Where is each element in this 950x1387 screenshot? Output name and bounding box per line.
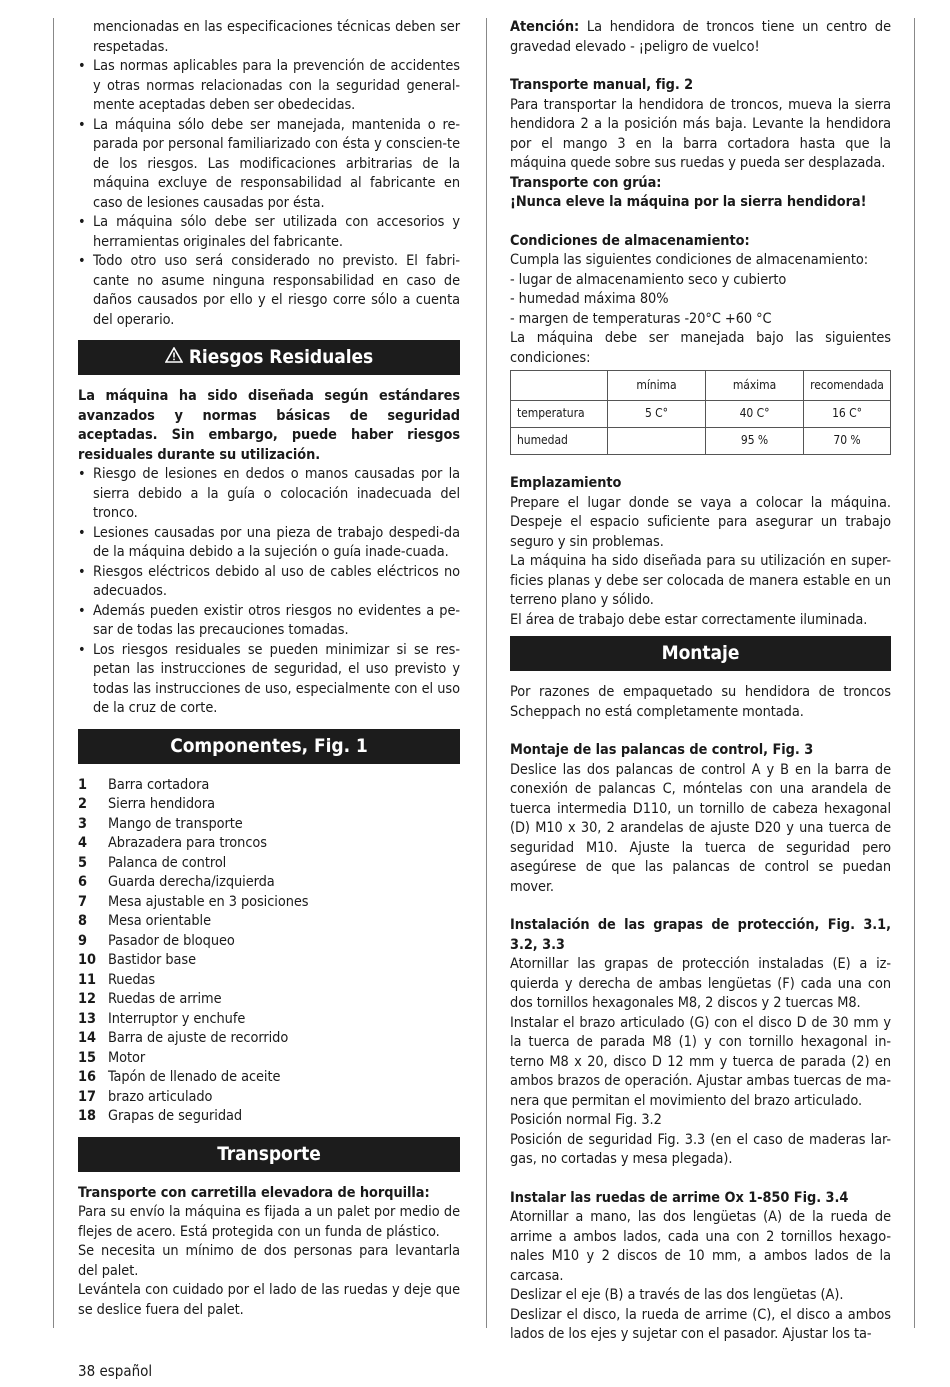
placement-text: El área de trabajo debe estar correctamente iluminada. — [510, 611, 868, 628]
component-row — [78, 776, 309, 796]
residual-item: • Además pueden existir otros riesgos no evidentes a pe-sar de todas las precauciones tomadas. — [78, 602, 460, 641]
component-label: Ruedas de arrime — [108, 991, 222, 1007]
component-row — [78, 834, 309, 854]
component-number: 9 — [78, 932, 87, 949]
component-label: Interruptor y enchufe — [108, 1010, 246, 1027]
component-number: 15 — [78, 1049, 96, 1066]
component-row — [78, 1068, 309, 1088]
levers-text: Deslice las dos palancas de control A y B en la barra de conexión de palancas C, móntelas con una arandela de tuerca intermedia D110, un tornillo de cabeza hexagonal (D) M10 x 30, 2 arandelas de ajuste D20 y una tuerca de seguridad M10. Ajuste la tuerca de seguridad pero asegúrese de que las palancas de control se puedan mover. — [510, 761, 891, 895]
intro-continuation — [78, 18, 460, 57]
wheels-text: Deslizar el disco, la rueda de arrime (C), el disco a ambos lados de los ejes y sujetar con el pasador. Ajustar los ta- — [510, 1306, 891, 1342]
component-row — [78, 854, 309, 874]
table-header: mínima — [608, 371, 706, 401]
storage-item: - lugar de almacenamiento seco y cubierto — [510, 271, 787, 288]
component-row — [78, 971, 309, 991]
component-label: Motor — [108, 1049, 146, 1066]
warning-icon — [165, 340, 183, 375]
column-rule-left — [53, 18, 54, 1328]
component-row — [78, 951, 309, 971]
component-number: 13 — [78, 1010, 96, 1027]
transport-heading: Transporte — [78, 1137, 460, 1172]
safety-item: • Todo otro uso será considerado no previsto. El fabri-cante no asume ninguna responsabilidad en caso de daños causados por ello y el riesgo corre sólo a cuenta del operario. — [78, 252, 460, 330]
residual-item: • Lesiones causadas por una pieza de trabajo despedi-da de la máquina debido a la sujeción o guía inade-cuada. — [78, 524, 460, 563]
component-row — [78, 795, 309, 815]
safety-item: • La máquina sólo debe ser manejada, mantenida o re-parada por personal familiarizado con ésta y conscien-te de los riesgos. Las modificaciones arbitrarias de la máquina excluye de responsabilidad al fabricante en caso de lesiones causadas por ésta. — [78, 116, 460, 214]
component-number: 1 — [78, 776, 87, 793]
safety-item: • Las normas aplicables para la prevención de accidentes y otras normas relacionadas con la seguridad general-mente aceptadas deben ser obedecidas. — [78, 57, 460, 116]
safety-item: • La máquina sólo debe ser utilizada con accesorios y herramientas originales del fabricante. — [78, 213, 460, 252]
placement-text: Prepare el lugar donde se vaya a colocar la máquina. Despeje el espacio suficiente para asegurar un trabajo seguro y sin problemas. — [510, 494, 891, 550]
component-row — [78, 815, 309, 835]
intro-continuation-text: mencionadas en las especificaciones técnicas deben ser respetadas. — [93, 19, 460, 55]
component-label: Mesa orientable — [108, 913, 211, 929]
table-row — [511, 428, 891, 455]
component-number: 16 — [78, 1069, 96, 1085]
storage-item: - humedad máxima 80% — [510, 291, 669, 307]
component-row — [78, 912, 309, 932]
attention-text: La hendidora de troncos tiene un centro de gravedad elevado - ¡peligro de vuelco! — [510, 19, 891, 55]
residual-risks-heading — [78, 340, 460, 375]
component-label: Bastidor base — [108, 952, 197, 968]
component-label: Pasador de bloqueo — [108, 932, 235, 949]
storage-conditions: La máquina debe ser manejada bajo las siguientes condiciones: — [510, 330, 891, 366]
storage-heading: Condiciones de almacenamiento: — [510, 232, 750, 249]
wheels-heading: Instalar las ruedas de arrime Ox 1-850 Fig. 3.4 — [510, 1189, 849, 1206]
manual-transport-text: Para transportar la hendidora de troncos, mueva la sierra hendidora 2 a la posición más baja. Levante la hendidora por el mango 3 en la barra cortadora hasta que la máquina quede sobre sus ruedas y pueda ser desplazada. — [510, 96, 891, 171]
placement-text: La máquina ha sido diseñada para su utilización en super-ficies planas y debe ser colocada de manera estable en un terreno plano y sólido. — [510, 553, 891, 608]
clamps-text: Instalar el brazo articulado (G) con el disco D de 30 mm y la tuerca de parada M8 (1) y con tornillo hexagonal in-terno M8 x 20, disco D 12 mm y tuerca de parada (2) en ambos brazos de operación. Ajustar ambas tuercas de ma-nera que permitan el movimiento del brazo articulado. — [510, 1014, 891, 1109]
component-label: Ruedas — [108, 971, 156, 988]
attention-note — [510, 18, 891, 57]
component-number: 7 — [78, 893, 87, 910]
component-row — [78, 990, 309, 1010]
components-heading: Componentes, Fig. 1 — [78, 729, 460, 764]
safety-list — [78, 57, 460, 330]
table-header — [511, 371, 608, 401]
crane-warning: ¡Nunca eleve la máquina por la sierra hendidora! — [510, 194, 867, 210]
table-cell: 95 % — [706, 428, 804, 455]
residual-intro: La máquina ha sido diseñada según estándares avanzados y normas básicas de seguridad aceptadas. Sin embargo, puede haber riesgos residuales durante su utilización. — [78, 388, 460, 463]
component-number: 4 — [78, 835, 87, 851]
component-label: Tapón de llenado de aceite — [108, 1069, 281, 1085]
component-label: Sierra hendidora — [108, 796, 216, 812]
assembly-intro: Por razones de empaquetado su hendidora de troncos Scheppach no está completamente montada. — [510, 684, 891, 720]
component-row — [78, 873, 309, 893]
storage-intro: Cumpla las siguientes condiciones de almacenamiento: — [510, 252, 869, 268]
column-rule-right — [914, 18, 915, 1328]
table-cell: 16 C° — [804, 401, 891, 428]
component-label: Palanca de control — [108, 854, 227, 871]
component-number: 12 — [78, 991, 96, 1007]
page-footer: 38 español — [78, 1362, 153, 1380]
crane-heading: Transporte con grúa: — [510, 174, 662, 191]
component-label: brazo articulado — [108, 1088, 213, 1105]
table-header: máxima — [706, 371, 804, 401]
residual-item: • Riesgos eléctricos debido al uso de cables eléctricos no adecuados. — [78, 563, 460, 602]
component-number: 17 — [78, 1088, 96, 1105]
clamps-text: Atornillar las grapas de protección instaladas (E) a iz-quierda y derecha de ambas lengüetas (F) cada una con dos tornillos hexagonales M8, 2 discos y 2 tuercas M8. — [510, 956, 891, 1011]
table-header-row — [511, 371, 891, 401]
manual-transport-heading: Transporte manual, fig. 2 — [510, 77, 694, 93]
component-number: 14 — [78, 1030, 96, 1046]
table-cell: 5 C° — [608, 401, 706, 428]
component-number: 10 — [78, 952, 96, 968]
component-number: 8 — [78, 913, 87, 929]
component-label: Mango de transporte — [108, 815, 243, 832]
wheels-text: Deslizar el eje (B) a través de las dos lengüetas (A). — [510, 1287, 844, 1303]
component-row — [78, 1029, 309, 1049]
component-number: 2 — [78, 796, 87, 812]
residual-list — [78, 465, 460, 719]
component-label: Grapas de seguridad — [108, 1108, 243, 1124]
component-number: 18 — [78, 1108, 96, 1124]
storage-item: - margen de temperaturas -20°C +60 °C — [510, 310, 772, 327]
component-row — [78, 1049, 309, 1069]
components-list — [78, 776, 309, 1127]
component-number: 6 — [78, 874, 87, 890]
residual-risks-title: Riesgos Residuales — [188, 346, 374, 368]
residual-item: • Riesgo de lesiones en dedos o manos causadas por la sierra debido a la guía o colocación inadecuada del tronco. — [78, 465, 460, 524]
component-label: Mesa ajustable en 3 posiciones — [108, 893, 309, 910]
table-cell: temperatura — [511, 401, 608, 428]
component-row — [78, 1088, 309, 1108]
forklift-heading: Transporte con carretilla elevadora de horquilla: — [78, 1184, 430, 1201]
component-number: 5 — [78, 854, 87, 871]
attention-label: Atención: — [510, 19, 580, 35]
left-column — [78, 18, 460, 1320]
table-cell — [608, 428, 706, 455]
component-row — [78, 893, 309, 913]
forklift-text: Se necesita un mínimo de dos personas para levantarla del palet. — [78, 1243, 460, 1279]
table-cell: 40 C° — [706, 401, 804, 428]
table-cell: 70 % — [804, 428, 891, 455]
component-row — [78, 932, 309, 952]
component-label: Guarda derecha/izquierda — [108, 874, 275, 890]
clamps-heading: Instalación de las grapas de protección, Fig. 3.1, 3.2, 3.3 — [510, 917, 891, 953]
component-label: Barra cortadora — [108, 776, 210, 793]
clamps-text: Posición normal Fig. 3.2 — [510, 1112, 662, 1128]
component-label: Barra de ajuste de recorrido — [108, 1030, 289, 1046]
placement-heading: Emplazamiento — [510, 475, 622, 491]
clamps-text: Posición de seguridad Fig. 3.3 (en el caso de maderas lar-gas, no cortadas y mesa plegada). — [510, 1131, 891, 1167]
residual-item: • Los riesgos residuales se pueden minimizar si se res-petan las instrucciones de seguridad, el uso previsto y todas las instrucciones de uso, especialmente con el uso de la cruz de corte. — [78, 641, 460, 719]
component-row — [78, 1107, 309, 1127]
assembly-heading: Montaje — [510, 636, 891, 671]
wheels-text: Atornillar a mano, las dos lengüetas (A) de la rueda de arrime a ambos lados, cada una con 2 tornillos hexago-nales M10 y 2 discos de 10 mm, a ambos lados de la carcasa. — [510, 1209, 891, 1284]
component-number: 3 — [78, 815, 87, 832]
table-row — [511, 401, 891, 428]
levers-heading: Montaje de las palancas de control, Fig. 3 — [510, 742, 814, 758]
forklift-text: Para su envío la máquina es fijada a un palet por medio de flejes de acero. Está protegida con un funda de plástico. — [78, 1204, 460, 1240]
component-row — [78, 1010, 309, 1030]
column-rule-middle — [486, 18, 487, 1328]
component-number: 11 — [78, 971, 96, 988]
component-label: Abrazadera para troncos — [108, 835, 267, 851]
storage-conditions-table — [510, 370, 891, 455]
table-header: recomendada — [804, 371, 891, 401]
right-column — [510, 18, 891, 1345]
table-cell: humedad — [511, 428, 608, 455]
forklift-text: Levántela con cuidado por el lado de las ruedas y deje que se deslice fuera del palet. — [78, 1282, 460, 1318]
